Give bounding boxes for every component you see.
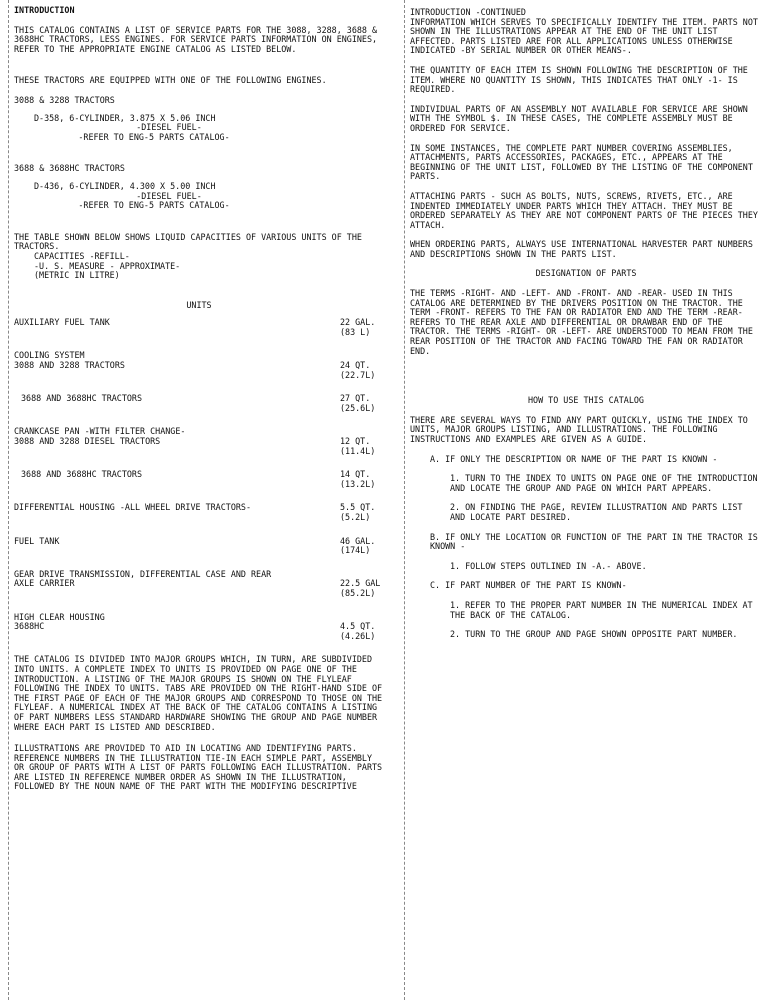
- capacity-value: 5.5 QT. (5.2L): [340, 502, 376, 522]
- capacity-label: FUEL TANK: [14, 535, 60, 546]
- right-column: [410, 8, 762, 1000]
- capacity-value: 27 QT. (25.6L): [340, 393, 376, 413]
- step-a2: 2. ON FINDING THE PAGE, REVIEW ILLUSTRATION AND PARTS LIST AND LOCATE PART DESIRED.: [450, 502, 743, 522]
- intro-paragraph: THIS CATALOG CONTAINS A LIST OF SERVICE PARTS FOR THE 3088, 3288, 3688 & 3688HC TRACTORS, LESS ENGINES. FOR SERVICE PARTS INFORMATION ON ENGINES, REFER TO THE APPROPRIATE ENGINE CATALOG AS LISTED BELOW.: [14, 24, 378, 54]
- capacity-label: DIFFERENTIAL HOUSING -ALL WHEEL DRIVE TRACTORS-: [14, 502, 251, 513]
- capacities-line3: (METRIC IN LITRE): [34, 270, 120, 281]
- capacity-value: 4.5 QT. (4.26L): [340, 621, 376, 641]
- step-b-heading: B. IF ONLY THE LOCATION OR FUNCTION OF THE PART IN THE TRACTOR IS KNOWN -: [430, 531, 758, 552]
- capacity-value: 22.5 GAL (85.2L): [340, 578, 381, 598]
- engine-3688-line1: D-436, 6-CYLINDER, 4.300 X 5.00 INCH: [34, 180, 216, 191]
- capacities-line2: -U. S. MEASURE - APPROXIMATE-: [34, 260, 181, 271]
- engine-3688-line3: -REFER TO ENG-5 PARTS CATALOG-: [78, 200, 230, 211]
- capacity-row: [14, 318, 384, 337]
- capacity-label: CRANKCASE PAN -WITH FILTER CHANGE- 3088 AND 3288 DIESEL TRACTORS: [14, 426, 186, 447]
- engine-3088-title: 3088 & 3288 TRACTORS: [14, 94, 115, 105]
- capacities-paragraph: THE TABLE SHOWN BELOW SHOWS LIQUID CAPACITIES OF VARIOUS UNITS OF THE TRACTORS.: [14, 231, 362, 252]
- capacity-label: 3688 AND 3688HC TRACTORS: [21, 393, 143, 404]
- groups-paragraph: THE CATALOG IS DIVIDED INTO MAJOR GROUPS WHICH, IN TURN, ARE SUBDIVIDED INTO UNITS. A COMPLETE INDEX TO UNITS IS PROVIDED ON PAGE ONE OF THE INTRODUCTION. A LISTING OF THE MAJOR GROUPS IS SHOWN ON THE FLYLEAF FOLLOWING THE INDEX TO UNITS. TABS ARE PROVIDED ON THE RIGHT-HAND SIDE OF THE FIRST PAGE OF EACH OF THE MAJOR GROUPS AND CORRESPOND TO THOSE ON THE FLYLEAF. A NUMERICAL INDEX AT THE BACK OF THE CATALOG CONTAINS A LISTING OF PART NUMBERS LESS STANDARD HARDWARE SHOWING THE GROUP AND PAGE NUMBER WHERE EACH PART IS LISTED AND DESCRIBED.: [14, 654, 383, 732]
- continued-paragraph: INFORMATION WHICH SERVES TO SPECIFICALLY IDENTIFY THE ITEM. PARTS NOT SHOWN IN THE ILLUSTRATIONS APPEAR AT THE END OF THE UNIT LIST AFFECTED. PARTS LISTED ARE FOR ALL APPLICATIONS UNLESS OTHERWISE INDICATED -BY SERIAL NUMBER OR OTHER MEANS-.: [410, 16, 758, 56]
- engine-3688-line2: -DIESEL FUEL-: [136, 190, 202, 201]
- engine-3088-line1: D-358, 6-CYLINDER, 3.875 X 5.06 INCH: [34, 112, 216, 123]
- capacity-value: 12 QT. (11.4L): [340, 436, 376, 456]
- attaching-parts-paragraph: ATTACHING PARTS - SUCH AS BOLTS, NUTS, SCREWS, RIVETS, ETC., ARE INDENTED IMMEDIATELY UNDER PARTS WHICH THEY ATTACH. THEY MUST BE ORDERED SEPARATELY AS THEY ARE NOT COMPONENT PARTS OF THE PIECES THEY ATTACH.: [410, 190, 758, 230]
- capacity-row: [14, 613, 384, 642]
- instances-paragraph: IN SOME INSTANCES, THE COMPLETE PART NUMBER COVERING ASSEMBLIES, ATTACHMENTS, PARTS ACCESSORIES, PACKAGES, ETC., APPEARS AT THE BEGINNING OF THE UNIT LIST, FOLLOWED BY THE LISTING OF THE COMPONENT PARTS.: [410, 142, 753, 182]
- capacity-row: [14, 503, 384, 522]
- capacity-row: [14, 351, 384, 380]
- capacity-value: 14 QT. (13.2L): [340, 469, 376, 489]
- step-c-heading: C. IF PART NUMBER OF THE PART IS KNOWN-: [430, 580, 627, 591]
- intro-heading: INTRODUCTION: [14, 5, 75, 15]
- capacity-row: [14, 537, 384, 556]
- capacity-value: 24 QT. (22.7L): [340, 360, 376, 380]
- engine-3088-line3: -REFER TO ENG-5 PARTS CATALOG-: [78, 131, 230, 142]
- step-c2: 2. TURN TO THE GROUP AND PAGE SHOWN OPPOSITE PART NUMBER.: [450, 629, 738, 640]
- quantity-paragraph: THE QUANTITY OF EACH ITEM IS SHOWN FOLLOWING THE DESCRIPTION OF THE ITEM. WHERE NO QUANTITY IS SHOWN, THIS INDICATES THAT ONLY -1- IS REQUIRED.: [410, 64, 748, 95]
- designation-heading: DESIGNATION OF PARTS: [535, 268, 637, 279]
- capacity-value: 46 GAL. (174L): [340, 535, 376, 556]
- step-c1: 1. REFER TO THE PROPER PART NUMBER IN THE NUMERICAL INDEX AT THE BACK OF THE CATALOG.: [450, 599, 753, 620]
- illustrations-paragraph: ILLUSTRATIONS ARE PROVIDED TO AID IN LOCATING AND IDENTIFYING PARTS. REFERENCE NUMBERS IN THE ILLUSTRATION TIE-IN EACH SIMPLE PART, ASSEMBLY OR GROUP OF PARTS WITH A LIST OF PARTS FOLLOWING EACH ILLUSTRATION. PARTS ARE LISTED IN REFERENCE NUMBER ORDER AS SHOWN IN THE ILLUSTRATION, FOLLOWED BY THE NOUN NAME OF THE PART WITH THE MODIFYING DESCRIPTIVE: [14, 743, 383, 792]
- step-a-heading: A. IF ONLY THE DESCRIPTION OR NAME OF THE PART IS KNOWN -: [430, 453, 718, 464]
- capacity-row: [14, 570, 384, 599]
- capacity-row: [14, 394, 384, 413]
- capacity-label: HIGH CLEAR HOUSING 3688HC: [14, 611, 105, 632]
- capacities-line1: CAPACITIES -REFILL-: [34, 250, 130, 261]
- capacities-table: [14, 318, 384, 641]
- step-a1: 1. TURN TO THE INDEX TO UNITS ON PAGE ONE OF THE INTRODUCTION AND LOCATE THE GROUP AND PAGE ON WHICH PART APPEARS.: [450, 473, 758, 493]
- right-margin-rule: [404, 0, 405, 1000]
- units-heading: UNITS: [186, 299, 212, 310]
- ordering-paragraph: WHEN ORDERING PARTS, ALWAYS USE INTERNATIONAL HARVESTER PART NUMBERS AND DESCRIPTIONS SHOWN IN THE PARTS LIST.: [410, 239, 753, 259]
- step-b1: 1. FOLLOW STEPS OUTLINED IN -A.- ABOVE.: [450, 560, 647, 571]
- engine-3688-title: 3688 & 3688HC TRACTORS: [14, 163, 125, 174]
- continued-heading: INTRODUCTION -CONTINUED: [410, 7, 526, 17]
- engines-paragraph: THESE TRACTORS ARE EQUIPPED WITH ONE OF THE FOLLOWING ENGINES.: [14, 75, 327, 86]
- individual-parts-paragraph: INDIVIDUAL PARTS OF AN ASSEMBLY NOT AVAILABLE FOR SERVICE ARE SHOWN WITH THE SYMBOL $. IN THESE CASES, THE COMPLETE ASSEMBLY MUST BE ORDERED FOR SERVICE.: [410, 103, 748, 133]
- how-to-heading: HOW TO USE THIS CATALOG: [528, 395, 644, 406]
- left-column: [14, 6, 384, 1000]
- capacity-value: 22 GAL. (83 L): [340, 317, 376, 337]
- capacity-row: [14, 470, 384, 489]
- capacity-label: 3688 AND 3688HC TRACTORS: [21, 469, 143, 480]
- capacity-label: GEAR DRIVE TRANSMISSION, DIFFERENTIAL CASE AND REAR AXLE CARRIER: [14, 568, 272, 589]
- capacity-label: AUXILIARY FUEL TANK: [14, 317, 110, 328]
- designation-paragraph: THE TERMS -RIGHT- AND -LEFT- AND -FRONT- AND -REAR- USED IN THIS CATALOG ARE DETERMINED BY THE DRIVERS POSITION ON THE TRACTOR. THE TERM -FRONT- REFERS TO THE FAN OR RADIATOR END AND THE TERM -REAR- REFERS TO THE REAR AXLE AND DIFFERENTIAL OR DRAWBAR END OF THE TRACTOR. THE TERMS -RIGHT- OR -LEFT- ARE UNDERSTOOD TO MEAN FROM THE REAR POSITION OF THE TRACTOR AND FACING TOWARD THE FAN OR RADIATOR END.: [410, 288, 753, 356]
- how-to-paragraph: THERE ARE SEVERAL WAYS TO FIND ANY PART QUICKLY, USING THE INDEX TO UNITS, MAJOR GROUPS LISTING, AND ILLUSTRATIONS. THE FOLLOWING INSTRUCTIONS AND EXAMPLES ARE GIVEN AS A GUIDE.: [410, 414, 748, 444]
- engine-3088-line2: -DIESEL FUEL-: [136, 122, 202, 133]
- left-margin-rule: [8, 0, 9, 1000]
- capacity-label: COOLING SYSTEM 3088 AND 3288 TRACTORS: [14, 350, 125, 371]
- capacity-row: [14, 427, 384, 456]
